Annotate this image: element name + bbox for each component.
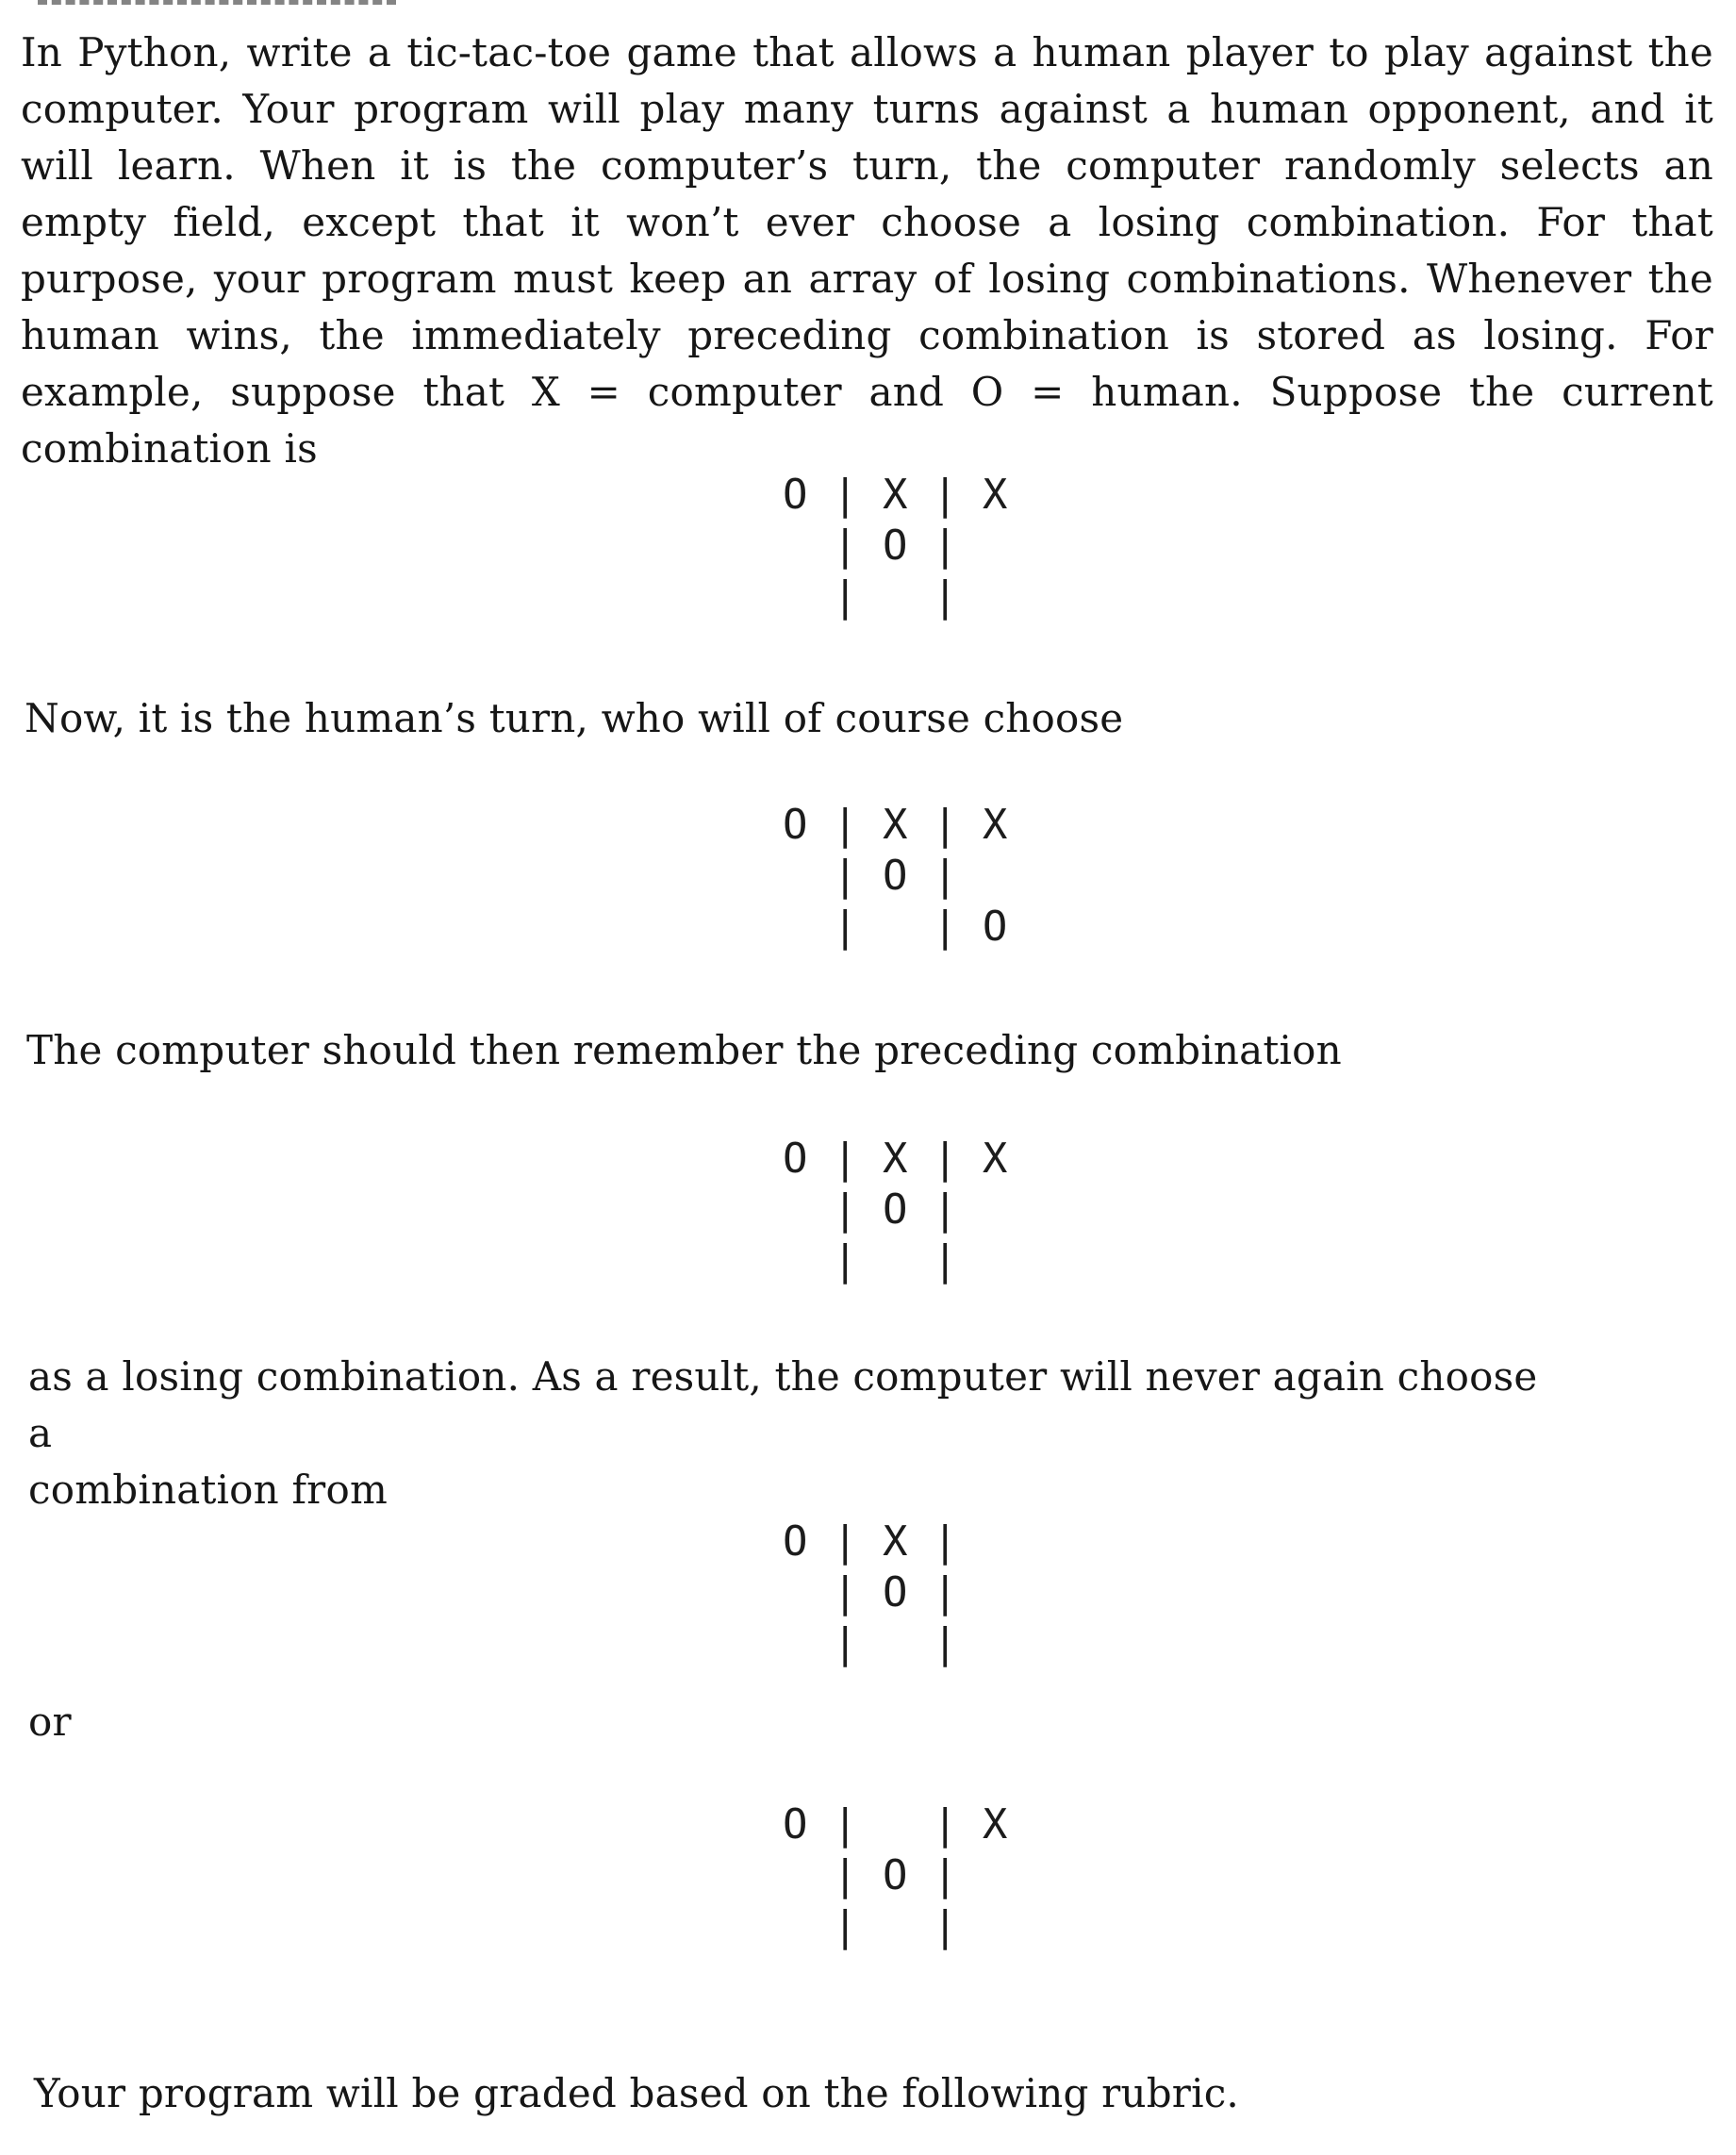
intro-line: immediately preceding combination is stored as losing. For example, suppose that [21,312,1713,415]
board-row: O | X | X [783,801,1008,849]
board-row: | | [783,1619,958,1667]
losing-line: as a losing combination. As a result, the computer will never again choose a [28,1353,1538,1456]
board-current-combination [783,470,1007,622]
board-row: | | [783,572,958,621]
board-row: O | | X [783,1800,1008,1848]
intro-line: X = computer and O = human. Suppose the current combination is [21,369,1714,472]
board-preceding-combination [783,1134,1007,1286]
board-row: | O | [783,522,958,570]
intro-paragraph [21,25,1713,477]
intro-line: except that it won’t ever choose a losing combination. For that purpose, your [21,199,1713,302]
intro-line: computer. Your program will play many turns against a human opponent, and it will [21,86,1713,189]
board-row: | O | [783,1568,958,1616]
board-row: O | X | X [783,471,1008,519]
or-text: or [28,1699,72,1745]
intro-line: learn. When it is the computer’s turn, the computer randomly selects an empty field, [21,142,1713,245]
board-row: | | [783,1902,958,1950]
intro-line: In Python, write a tic-tac-toe game that allows a human player to play against the [21,29,1713,75]
board-row: | O | [783,852,958,900]
board-row: O | X | X [783,1135,1008,1183]
board-combination-a [783,1517,957,1669]
cropped-header-line [38,0,396,18]
board-combination-b [783,1799,1007,1952]
losing-line: combination from [28,1467,388,1513]
human-turn-paragraph: Now, it is the human’s turn, who will of course choose [25,695,1124,741]
board-row: | O | [783,1851,958,1899]
board-row: O | X | [783,1517,958,1566]
rubric-paragraph: Your program will be graded based on the following rubric. [34,2070,1239,2116]
board-row: | O | [783,1185,958,1234]
losing-paragraph [28,1349,1556,1518]
intro-line: program must keep an array of losing combinations. Whenever the human wins, the [21,256,1713,358]
board-row: | | O [783,903,1008,951]
board-human-choice [783,800,1007,953]
board-row: | | [783,1236,958,1285]
remember-paragraph: The computer should then remember the preceding combination [26,1027,1342,1073]
